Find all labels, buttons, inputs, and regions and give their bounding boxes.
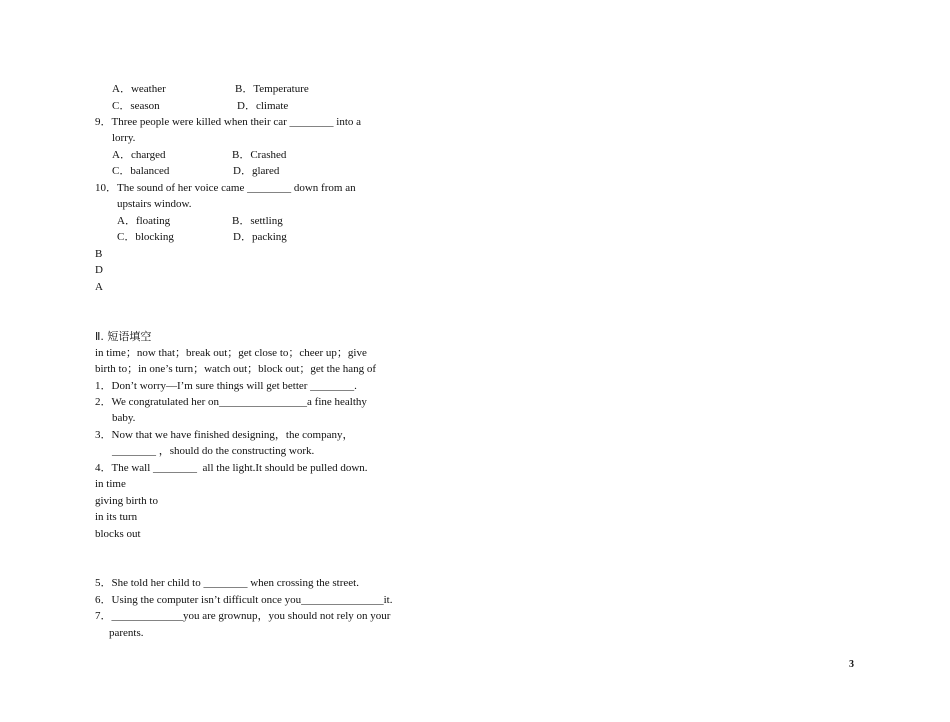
fill-answer: in time xyxy=(95,478,126,490)
q10-option-d: D．packing xyxy=(233,231,287,243)
fill-answer: in its turn xyxy=(95,511,138,523)
section-heading: Ⅱ. 短语填空 xyxy=(95,330,152,343)
answer-line: B xyxy=(95,248,103,260)
fill-q3-cont: ________ ，should do the constructing work. xyxy=(112,445,315,457)
q10-stem: 10．The sound of her voice came ________ down from an xyxy=(95,182,356,194)
q9-option-c: C．balanced xyxy=(112,165,170,177)
fill-q7: 7．_____________you are grownup，you should not rely on your xyxy=(95,610,391,622)
fill-q2: 2．We congratulated her on________________a fine healthy xyxy=(95,396,367,408)
fill-q6: 6．Using the computer isn’t difficult once you_______________it. xyxy=(95,594,393,606)
q8-option-c: C．season xyxy=(112,100,160,112)
q8-option-d: D．climate xyxy=(237,100,289,112)
q9-option-a: A．charged xyxy=(112,149,166,161)
q9-option-d: D．glared xyxy=(233,165,280,177)
q8-option-a: A．weather xyxy=(112,83,166,95)
q10-option-c: C．blocking xyxy=(117,231,174,243)
page-number: 3 xyxy=(849,659,854,670)
answer-line: A xyxy=(95,281,103,293)
q10-stem-cont: upstairs window. xyxy=(117,198,192,210)
answer-line: D xyxy=(95,264,103,276)
q8-option-b: B．Temperature xyxy=(235,83,309,95)
fill-answer: giving birth to xyxy=(95,495,158,507)
q10-option-b: B．settling xyxy=(232,215,283,227)
q9-option-b: B．Crashed xyxy=(232,149,287,161)
fill-q3: 3．Now that we have finished designing，the company， xyxy=(95,429,354,441)
fill-answer: blocks out xyxy=(95,528,141,540)
fill-q4: 4．The wall ________ all the light.It should be pulled down. xyxy=(95,462,368,474)
phrase-bank-cont: birth to；in one’s turn；watch out；block out；get the hang of xyxy=(95,363,377,375)
q10-option-a: A．floating xyxy=(117,215,171,227)
q9-stem: 9．Three people were killed when their car ________ into a xyxy=(95,116,362,128)
fill-q5: 5．She told her child to ________ when crossing the street. xyxy=(95,577,359,589)
fill-q7-cont: parents. xyxy=(109,627,144,639)
q9-stem-cont: lorry. xyxy=(112,132,136,144)
fill-q2-cont: baby. xyxy=(112,412,136,424)
fill-q1: 1．Don’t worry—I’m sure things will get better ________. xyxy=(95,380,357,392)
phrase-bank: in time；now that；break out；get close to；cheer up；give xyxy=(95,347,367,359)
